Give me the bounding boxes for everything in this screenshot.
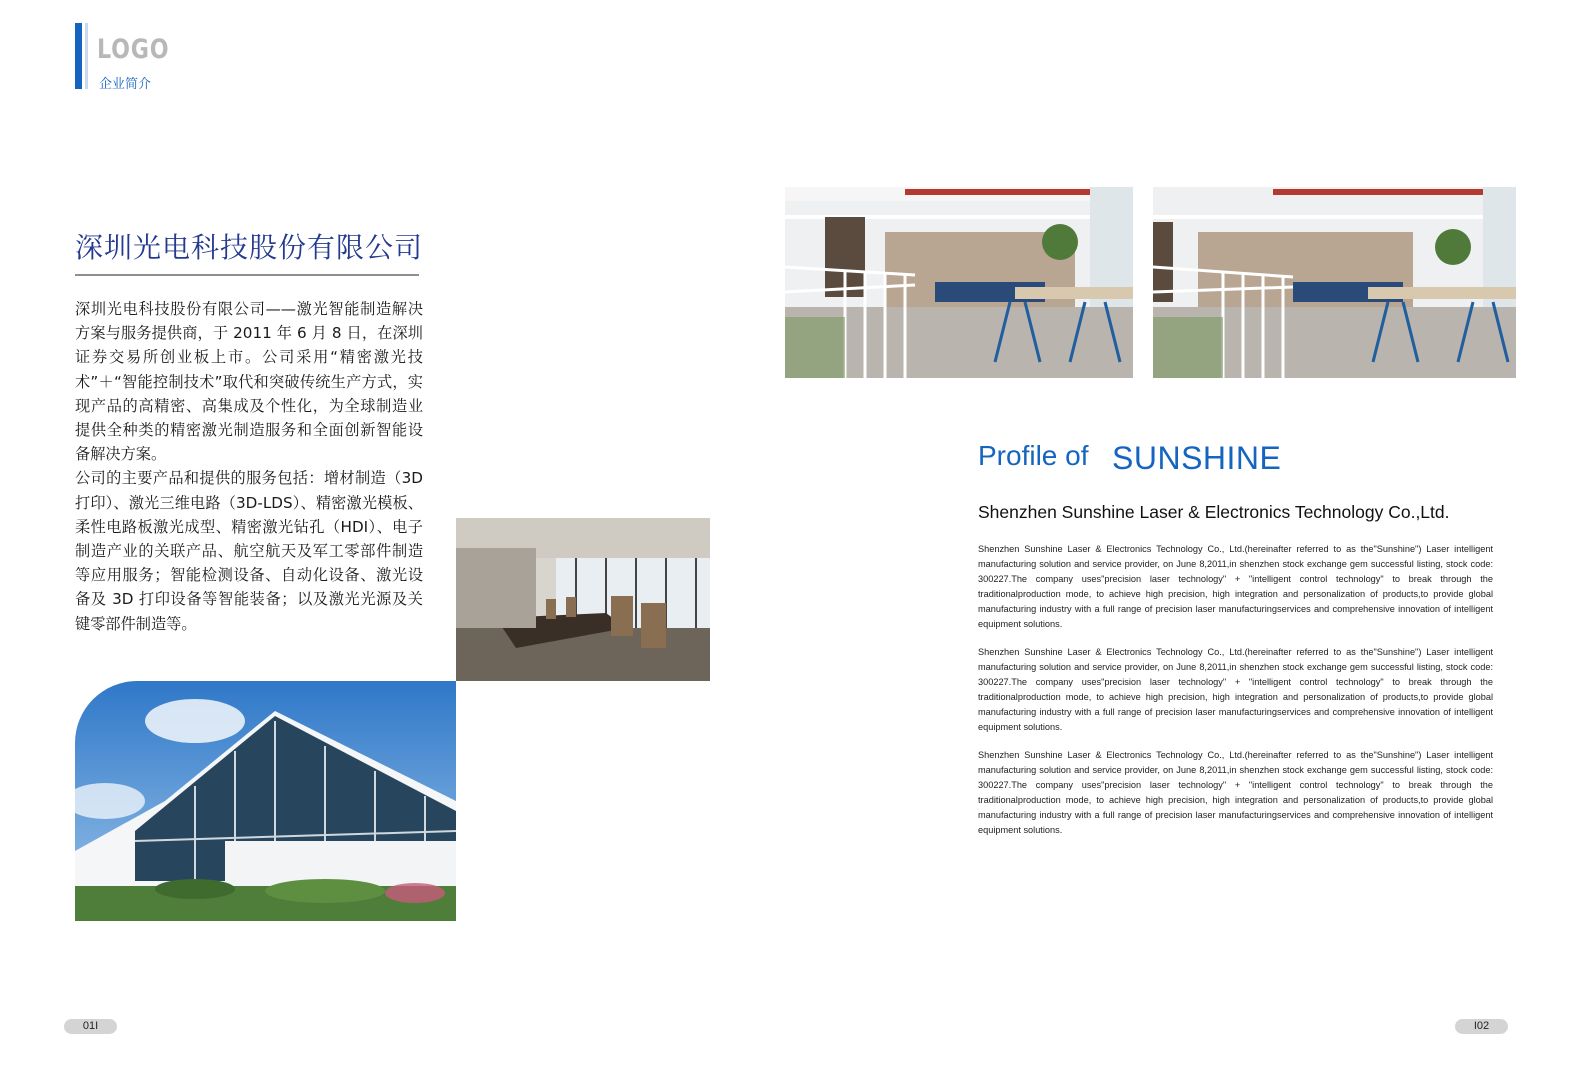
profile-paragraph: Shenzhen Sunshine Laser & Electronics Technology Co., Ltd.(hereinafter referred to as the"Sunshine") Laser intelligent manufacturing solution and service provider, on June 8,2011,in shenzhen stock exchange gem successful listing, stock code: 300227.The company uses"precision laser technology" + "intelligent control technology" to break through the traditionalproduction mode, to achieve high precision, high integration and personalization of products,to provide global manufacturing industry with a full range of precision laser manufacturingservices and comprehensive innovation of intelligent equipment solutions. bbox=[978, 750, 1493, 835]
company-title-cn: 深圳光电科技股份有限公司 bbox=[75, 231, 424, 264]
page-number-left: 01I bbox=[64, 1019, 117, 1034]
profile-paragraph: Shenzhen Sunshine Laser & Electronics Technology Co., Ltd.(hereinafter referred to as the"Sunshine") Laser intelligent manufacturing solution and service provider, on June 8,2011,in shenzhen stock exchange gem successful listing, stock code: 300227.The company uses"precision laser technology" + "intelligent control technology" to break through the traditionalproduction mode, to achieve high precision, high integration and personalization of products,to provide global manufacturing industry with a full range of precision laser manufacturingservices and comprehensive innovation of intelligent equipment solutions. bbox=[978, 647, 1493, 732]
office-photo bbox=[1153, 187, 1516, 378]
meeting-room-photo bbox=[456, 518, 710, 681]
section-label: 企业简介 bbox=[99, 77, 152, 92]
page-number-right: I02 bbox=[1455, 1019, 1508, 1034]
intro-paragraph: 公司的主要产品和提供的服务包括：增材制造（3D 打印）、激光三维电路（3D-LDS）、精密激光模板、柔性电路板激光成型、精密激光钻孔（HDI）、电子制造产业的关联产品、航空航天及军工零部件制造等应用服务；智能检测设备、自动化设备、激光设备及 3D 打印设备等智能装备；以及激光光源及关键零部件制造等。 bbox=[75, 469, 423, 633]
profile-heading-brand: SUNSHINE bbox=[1112, 440, 1282, 476]
profile-paragraph: Shenzhen Sunshine Laser & Electronics Technology Co., Ltd.(hereinafter referred to as the"Sunshine") Laser intelligent manufacturing solution and service provider, on June 8,2011,in shenzhen stock exchange gem successful listing, stock code: 300227.The company uses"precision laser technology" + "intelligent control technology" to break through the traditionalproduction mode, to achieve high precision, high integration and personalization of products,to provide global manufacturing industry with a full range of precision laser manufacturingservices and comprehensive innovation of intelligent equipment solutions. bbox=[978, 544, 1493, 629]
intro-paragraph: 深圳光电科技股份有限公司——激光智能制造解决方案与服务提供商，于 2011 年 6 月 8 日，在深圳证券交易所创业板上市。公司采用“精密激光技术”＋“智能控制技术”取代和突破传统生产方式，实现产品的高精密、高集成及个性化，为全球制造业提供全种类的精密激光制造服务和全面创新智能设备解决方案。 bbox=[75, 300, 423, 464]
company-name-en: Shenzhen Sunshine Laser & Electronics Technology Co.,Ltd. bbox=[978, 502, 1450, 522]
title-divider bbox=[75, 274, 419, 276]
logo-accent-bar bbox=[75, 23, 82, 89]
logo: LOGO bbox=[97, 34, 170, 65]
profile-heading-prefix: Profile of bbox=[978, 440, 1089, 471]
logo-accent-bar-light bbox=[85, 23, 88, 89]
headquarters-building-photo bbox=[75, 681, 456, 921]
company-intro-cn bbox=[75, 297, 423, 636]
office-photo bbox=[785, 187, 1133, 378]
